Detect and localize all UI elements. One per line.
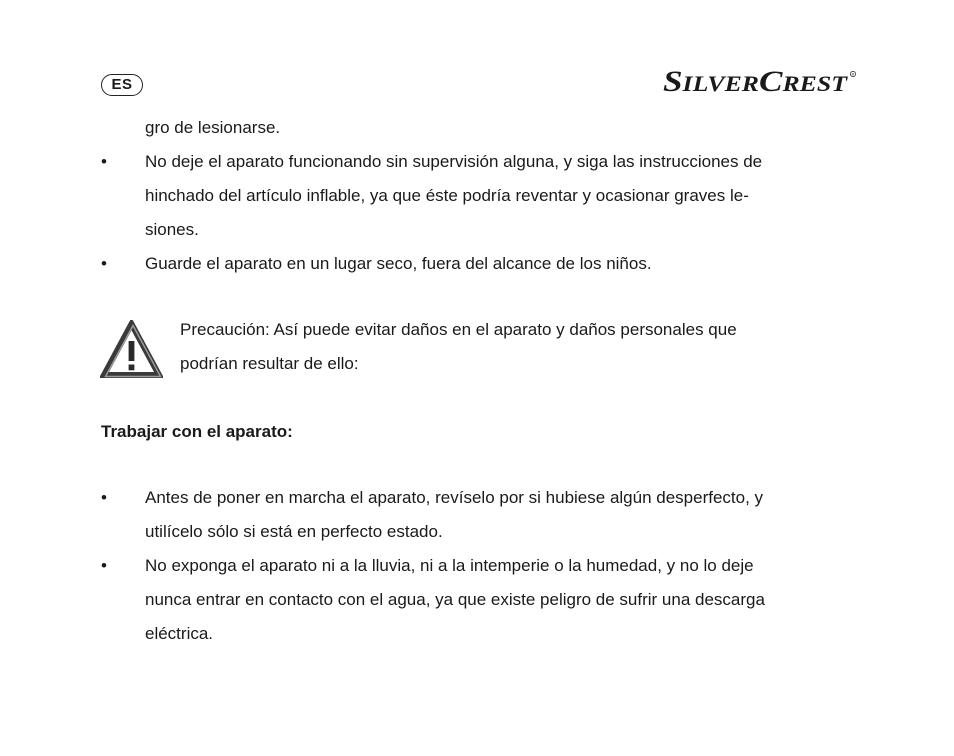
list-item-line: hinchado del artículo inflable, ya que éste podría reventar y ocasionar graves le- xyxy=(145,186,749,205)
warning-triangle-icon xyxy=(100,320,163,380)
section-heading: Trabajar con el aparato: xyxy=(101,422,293,441)
bullet-marker: • xyxy=(101,556,107,575)
list-item-line: Guarde el aparato en un lugar seco, fuera del alcance de los niños. xyxy=(145,254,652,273)
bullet-marker: • xyxy=(101,488,107,507)
caution-text-line: podrían resultar de ello: xyxy=(180,354,359,373)
list-item-line: nunca entrar en contacto con el agua, ya que existe peligro de sufrir una descarga xyxy=(145,590,765,609)
paragraph-continuation: gro de lesionarse. xyxy=(145,118,281,137)
list-item-line: utilícelo sólo si está en perfecto estado. xyxy=(145,522,443,541)
list-item-line: No exponga el aparato ni a la lluvia, ni a la intemperie o la humedad, y no lo deje xyxy=(145,556,754,575)
list-item-line: No deje el aparato funcionando sin supervisión alguna, y siga las instrucciones de xyxy=(145,152,763,171)
language-badge: ES xyxy=(101,74,143,96)
svg-text:SILVERCREST: S ILVER C REST xyxy=(663,65,838,98)
brand-logo xyxy=(663,62,858,98)
caution-text-line: Precaución: Así puede evitar daños en el aparato y daños personales que xyxy=(180,320,737,339)
bullet-marker: • xyxy=(101,152,107,171)
list-item-line: Antes de poner en marcha el aparato, revíselo por si hubiese algún desperfecto, y xyxy=(145,488,764,507)
svg-text:R: R xyxy=(851,72,855,77)
list-item-line: siones. xyxy=(145,220,199,239)
list-item-line: eléctrica. xyxy=(145,624,214,643)
bullet-marker: • xyxy=(101,254,107,273)
